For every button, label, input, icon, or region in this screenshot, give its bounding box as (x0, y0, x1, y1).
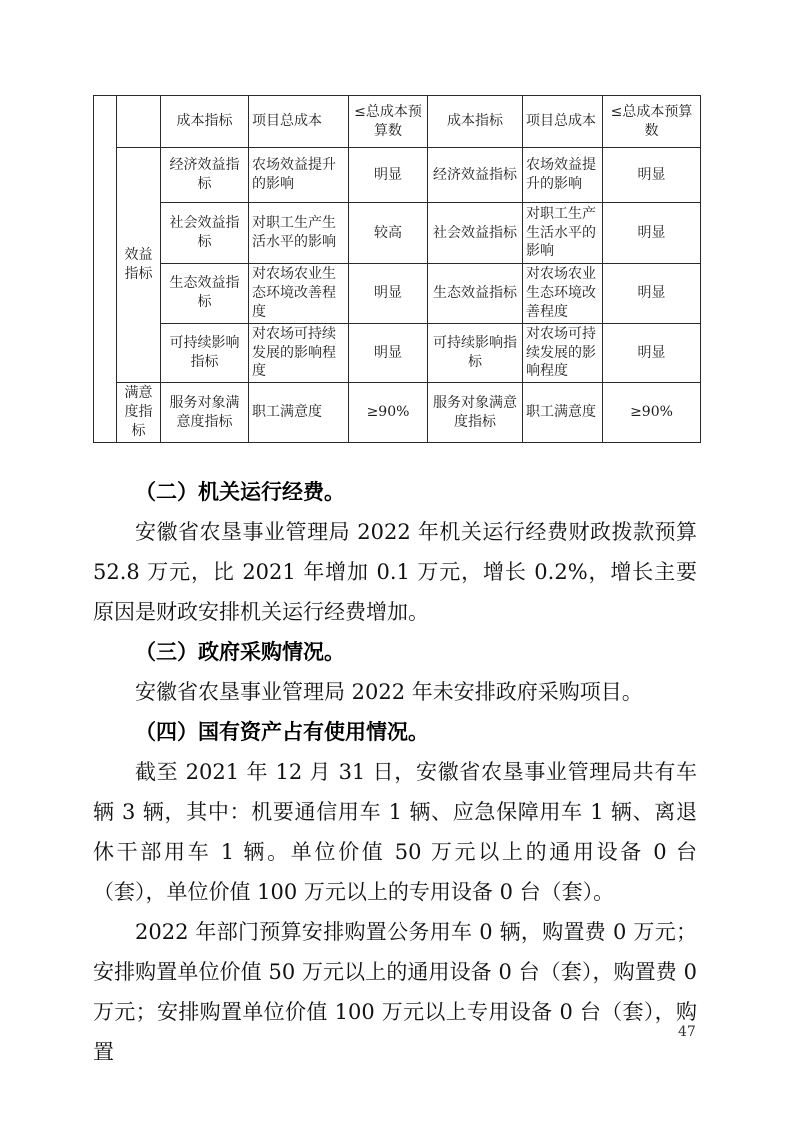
paragraph-procurement: 安徽省农垦事业管理局 2022 年未安排政府采购项目。 (135, 680, 643, 705)
table-cell: 对农场农业生态环境改善程度 (249, 264, 349, 324)
table-cell: 对职工生产生活水平的影响 (523, 203, 603, 264)
table-cell: ≥90% (349, 383, 428, 443)
table-cell: 经济效益指标 (428, 148, 523, 203)
table-category-cell (117, 96, 161, 148)
paragraph-assets-budget: 2022 年部门预算安排购置公务用车 0 辆，购置费 0 万元；安排购置单位价值 50 万元以上的通用设备 0 台（套），购置费 0 万元；安排购置单位价值 100 万元以上专用设备 0 台（套），购置 (93, 920, 697, 1065)
table-cell: 社会效益指标 (428, 203, 523, 264)
section-heading-agency-operating-funds: （二）机关运行经费。 (135, 479, 345, 505)
table-cell: 经济效益指标 (161, 148, 249, 203)
table-cell: 较高 (349, 203, 428, 264)
table-side-spacer-cell (94, 96, 117, 443)
paragraph-assets-vehicles: 截至 2021 年 12 月 31 日，安徽省农垦事业管理局共有车辆 3 辆，其中：机要通信用车 1 辆、应急保障用车 1 辆、离退休干部用车 1 辆。单位价值 50 万元以上的通用设备 0 台（套），单位价值 100 万元以上的专用设备 0 台（套）。 (93, 760, 697, 905)
page-content (93, 95, 700, 1072)
table-cell: 可持续影响指标 (428, 323, 523, 383)
page-number: 47 (678, 1024, 696, 1040)
table-cell: 职工满意度 (523, 383, 603, 443)
table-cell: ≥90% (603, 383, 701, 443)
table-cell: 明显 (349, 323, 428, 383)
table-cell: 对农场可持续发展的影响程度 (249, 323, 349, 383)
table-cell: 对农场可持续发展的影响程度 (523, 323, 603, 383)
section-heading-government-procurement: （三）政府采购情况。 (135, 639, 345, 665)
table-cell: 明显 (603, 323, 701, 383)
table-cell: 对农场农业生态环境改善程度 (523, 264, 603, 324)
table-cell: 明显 (349, 264, 428, 324)
table-cell: 对职工生产生活水平的影响 (249, 203, 349, 264)
table-category-cell-benefit: 效益指标 (117, 148, 161, 383)
table-cell: 可持续影响指标 (161, 323, 249, 383)
paragraph-operating-funds: 安徽省农垦事业管理局 2022 年机关运行经费财政拨款预算 52.8 万元，比 2021 年增加 0.1 万元，增长 0.2%，增长主要原因是财政安排机关运行经费增加。 (93, 520, 697, 625)
table-cell: 社会效益指标 (161, 203, 249, 264)
table-cell: 服务对象满意度指标 (161, 383, 249, 443)
table-cell: 明显 (603, 148, 701, 203)
table-cell: 职工满意度 (249, 383, 349, 443)
body-text (93, 472, 697, 1072)
table-cell: 成本指标 (428, 96, 523, 148)
table-cell: 明显 (603, 264, 701, 324)
section-heading-state-assets: （四）国有资产占有使用情况。 (135, 719, 429, 745)
table-category-cell-satisfaction: 满意度指标 (117, 383, 161, 443)
table-cell: 农场效益提升的影响 (523, 148, 603, 203)
table-cell: 项目总成本 (523, 96, 603, 148)
table-cell: 生态效益指标 (161, 264, 249, 324)
table-cell: 成本指标 (161, 96, 249, 148)
table-cell: 项目总成本 (249, 96, 349, 148)
table-cell: 农场效益提升的影响 (249, 148, 349, 203)
table-cell: 明显 (603, 203, 701, 264)
table-cell: 明显 (349, 148, 428, 203)
performance-indicators-table (93, 95, 701, 443)
table-cell: 生态效益指标 (428, 264, 523, 324)
table-cell: ≤总成本预算数 (603, 96, 701, 148)
table-cell: 服务对象满意度指标 (428, 383, 523, 443)
table-cell: ≤总成本预算数 (349, 96, 428, 148)
